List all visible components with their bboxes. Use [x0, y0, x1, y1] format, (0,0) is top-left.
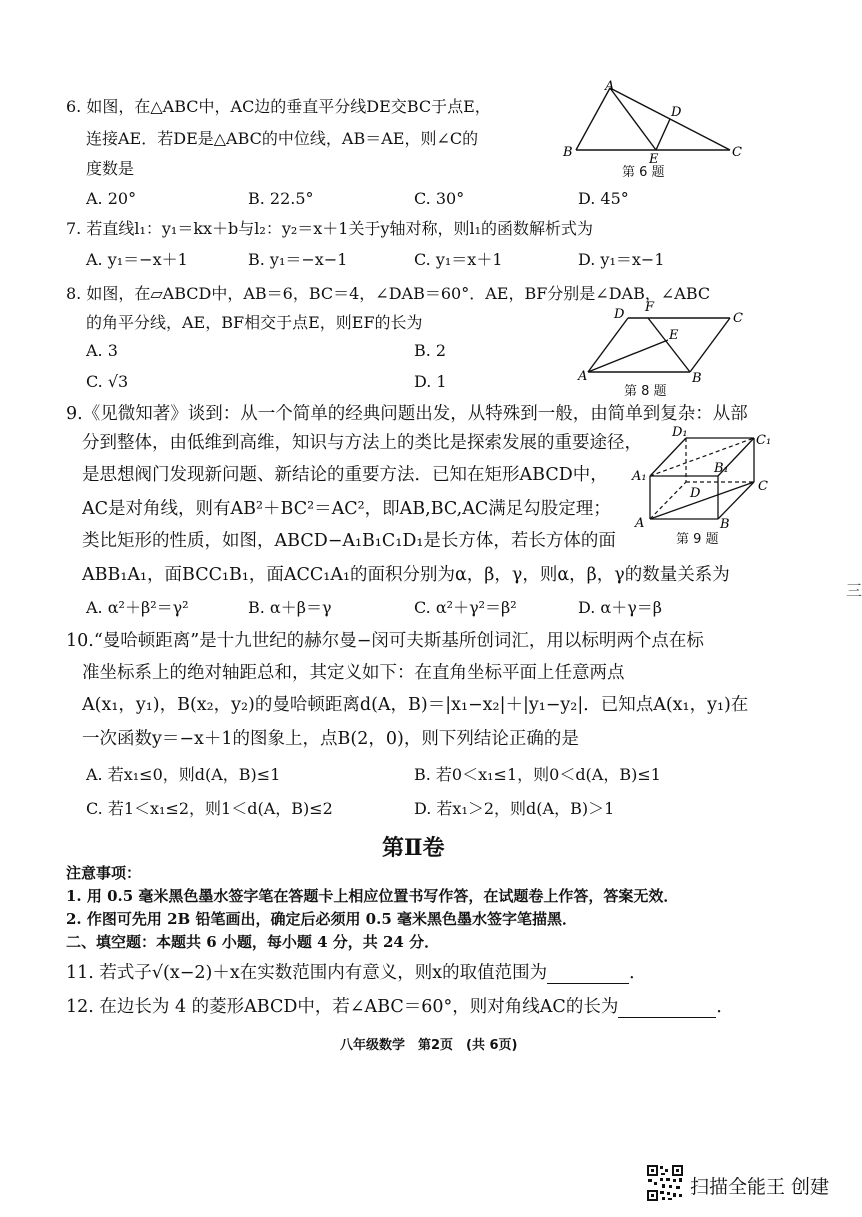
q9-label-b: B	[720, 517, 730, 532]
q10-line1: 10.“曼哈顿距离”是十九世纪的赫尔曼−闵可夫斯基所创词汇，用以标明两个点在标	[66, 631, 704, 651]
q8-label-a: A	[578, 369, 588, 384]
q7-option-a: A. y₁＝−x＋1	[86, 250, 188, 269]
q11-answer-blank	[547, 967, 629, 984]
q6-label-e: E	[649, 152, 659, 167]
q6-label-a: A	[605, 79, 615, 94]
q7-option-d: D. y₁＝x−1	[578, 250, 665, 269]
q9-line2: 分到整体，由低维到高维，知识与方法上的类比是探索发展的重要途径，	[82, 433, 642, 453]
q9-label-d: D	[690, 486, 701, 501]
q9-label-d1: D₁	[672, 425, 688, 440]
q9-line5: 类比矩形的性质，如图，ABCD−A₁B₁C₁D₁是长方体，若长方体的面	[82, 531, 616, 551]
q8-label-d: D	[614, 307, 625, 322]
q6-line3: 度数是	[86, 159, 135, 178]
q9-label-a1: A₁	[632, 469, 647, 484]
q10-option-a: A. 若x₁≤0，则d(A，B)≤1	[86, 765, 281, 784]
q9-option-d: D. α＋γ＝β	[578, 598, 663, 617]
q8-option-b: B. 2	[414, 341, 447, 360]
q6-label-c: C	[732, 145, 742, 160]
q8-figure-caption: 第 8 题	[624, 384, 667, 399]
qr-code-icon	[646, 1164, 684, 1202]
q7-option-b: B. y₁＝−x−1	[248, 250, 348, 269]
q6-label-b: B	[563, 145, 573, 160]
q6-figure-caption: 第 6 题	[622, 165, 665, 180]
q8-label-b: B	[692, 371, 702, 386]
q9-line3: 是思想阀门发现新问题、新结论的重要方法．已知在矩形ABCD中，	[82, 465, 608, 485]
q6-option-b: B. 22.5°	[248, 189, 314, 208]
q12-answer-blank	[618, 1001, 716, 1018]
q9-line4: AC是对角线，则有AB²＋BC²＝AC²，即AB,BC,AC满足勾股定理；	[82, 499, 611, 519]
q9-label-a: A	[635, 516, 645, 531]
q10-line3: A(x₁，y₁)，B(x₂，y₂)的曼哈顿距离d(A，B)＝|x₁−x₂|＋|y₁−y₂|．已知点A(x₁，y₁)在	[82, 695, 749, 715]
q9-label-b1: B₁	[714, 461, 729, 476]
q9-option-c: C. α²＋γ²＝β²	[414, 598, 517, 617]
q6-option-c: C. 30°	[414, 189, 465, 208]
q12-end: ．	[716, 997, 734, 1017]
q6-line1: 6. 如图，在△ABC中，AC边的垂直平分线DE交BC于点E，	[66, 97, 491, 116]
q9-line6: ABB₁A₁，面BCC₁B₁，面ACC₁A₁的面积分别为α，β，γ，则α，β，γ的数量关系为	[82, 565, 730, 585]
q9-option-a: A. α²＋β²＝γ²	[86, 598, 189, 617]
q10-line2: 准坐标系上的绝对轴距总和，其定义如下：在直角坐标平面上任意两点	[82, 663, 625, 683]
page-footer: 八年级数学 第2页 (共 6页)	[340, 1038, 518, 1053]
q11	[66, 962, 647, 984]
q6-option-a: A. 20°	[86, 189, 137, 208]
q12	[66, 996, 734, 1018]
q8-line2: 的角平分线，AE，BF相交于点E，则EF的长为	[86, 313, 423, 332]
q8-label-f: F	[645, 300, 655, 315]
q10-option-d: D. 若x₁＞2，则d(A，B)＞1	[414, 799, 615, 818]
notice-2: 2. 作图可先用 2B 铅笔画出，确定后必须用 0.5 毫米黑色墨水签字笔描黑．	[66, 910, 577, 928]
q6-line2: 连接AE．若DE是△ABC的中位线，AB＝AE，则∠C的	[86, 129, 479, 148]
q10-option-b: B. 若0＜x₁≤1，则0＜d(A，B)≤1	[414, 765, 661, 784]
q10-line4: 一次函数y＝−x＋1的图象上，点B(2，0)，则下列结论正确的是	[82, 729, 579, 749]
section-fill-in: 二、填空题：本题共 6 小题，每小题 4 分，共 24 分．	[66, 933, 440, 951]
q6-option-d: D. 45°	[578, 189, 629, 208]
q6-label-d: D	[671, 105, 682, 120]
q8-label-c: C	[733, 311, 743, 326]
watermark-text: 扫描全能王 创建	[690, 1176, 830, 1198]
q8-figure	[570, 300, 770, 386]
q8-line1: 8. 如图，在▱ABCD中，AB＝6，BC＝4，∠DAB＝60°．AE，BF分别是∠DAB，∠ABC	[66, 284, 711, 303]
q11-end: ．	[629, 963, 647, 983]
q10-option-c: C. 若1＜x₁≤2，则1＜d(A，B)≤2	[86, 799, 333, 818]
q9-line1: 9.《见微知著》谈到：从一个简单的经典问题出发，从特殊到一般，由简单到复杂：从部	[66, 404, 748, 424]
q8-option-d: D. 1	[414, 372, 447, 391]
part2-title: 第Ⅱ卷	[382, 835, 445, 861]
notice-title: 注意事项：	[66, 864, 142, 882]
q12-stem: 12. 在边长为 4 的菱形ABCD中，若∠ABC＝60°，则对角线AC的长为	[66, 997, 619, 1017]
q8-option-a: A. 3	[86, 341, 118, 360]
q9-figure-caption: 第 9 题	[676, 532, 719, 547]
q7-option-c: C. y₁＝x＋1	[414, 250, 503, 269]
q9-label-c: C	[758, 479, 768, 494]
q11-stem: 11. 若式子√(x−2)＋x在实数范围内有意义，则x的取值范围为	[66, 963, 548, 983]
notice-1: 1. 用 0.5 毫米黑色墨水签字笔在答题卡上相应位置书写作答，在试题卷上作答，答案无效．	[66, 887, 679, 905]
margin-mark: 三	[846, 581, 862, 600]
q7-stem: 7. 若直线l₁：y₁＝kx＋b与l₂：y₂＝x＋1关于y轴对称，则l₁的函数解析式为	[66, 219, 594, 238]
q8-label-e: E	[669, 328, 679, 343]
q8-option-c: C. √3	[86, 372, 129, 391]
q9-label-c1: C₁	[756, 433, 772, 448]
q9-option-b: B. α＋β＝γ	[248, 598, 332, 617]
q9-figure	[632, 424, 782, 536]
